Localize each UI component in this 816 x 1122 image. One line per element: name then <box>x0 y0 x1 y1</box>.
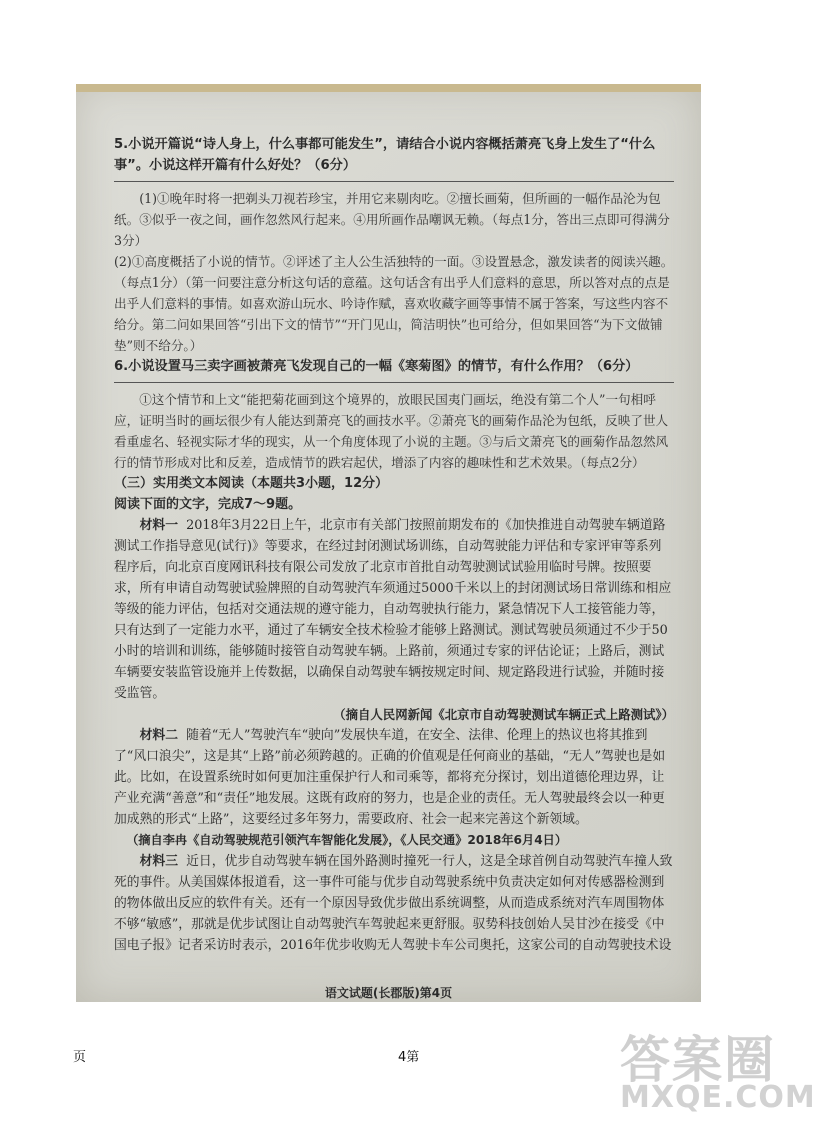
scanned-page-photo <box>76 84 701 1002</box>
q5-answer-2: (2)①高度概括了小说的情节。②评述了主人公生活独特的一面。③设置悬念，激发读者的阅读兴趣。（每点1分）（第一问要注意分析这句话的意蕴。这句话含有出乎人们意料的意思，所以答对点的点是出乎人们意料的事情。如喜欢游山玩水、吟诗作赋，喜欢收藏字画等事情不属于答案，写这些内容不给分。第二问如果回答“引出下文的情节”“开门见山，简洁明快”也可给分，但如果回答“为下文做铺垫”则不给分。） <box>114 254 674 353</box>
material-2 <box>114 725 674 830</box>
logo-en-text: MXQE.COM <box>620 1080 816 1115</box>
answer-line <box>114 382 674 383</box>
faint-watermark: · <box>211 520 273 610</box>
exam-page-footer: 语文试题(长郡版)第4页 <box>324 986 453 1000</box>
question-5: 5.小说开篇说“诗人身上，什么事都可能发生”，请结合小说内容概括萧亮飞身上发生了“什么事”。小说这样开篇有什么好处？（6分） <box>114 137 656 173</box>
question-6: 6.小说设置马三卖字画被萧亮飞发现自己的一幅《寒菊图》的情节，有什么作用？（6分） <box>114 359 639 374</box>
q5-answer-1: (1)①晚年时将一把剃头刀视若珍宝，并用它来剔肉吃。②擅长画菊，但所画的一幅作品沦为包纸。③似乎一夜之间，画作忽然风行起来。④用所画作品嘲讽无赖。（每点1分，答出三点即可得满分3分） <box>114 191 670 248</box>
material-1-source: （摘自人民网新闻《北京市自动驾驶测试车辆正式上路测试》） <box>333 707 674 722</box>
material-3 <box>114 851 674 956</box>
material-1 <box>114 515 674 704</box>
exam-content <box>114 134 674 956</box>
material-3-label: 材料三 <box>139 854 178 869</box>
material-3-text: 近日，优步自动驾驶车辆在国外路测时撞死一行人，这是全球首例自动驾驶汽车撞人致死的事件。从美国媒体报道看，这一事件可能与优步自动驾驶系统中负责决定如何对传感器检测到的物体做出反应的软件有关。还有一个原因导致优步做出系统调整，从而造成系统对汽车周围物体不够“敏感”，那就是优步试图让自动驾驶汽车驾驶起来更舒服。驭势科技创始人吴甘沙在接受《中国电子报》记者采访时表示，2016年优步收购无人驾驶卡车公司奥托，这家公司的自动驾驶技术设 <box>114 854 673 953</box>
page-label-left: 页 <box>73 1050 87 1065</box>
material-1-text: 2018年3月22日上午，北京市有关部门按照前期发布的《加快推进自动驾驶车辆道路测试工作指导意见(试行)》等要求，在经过封闭测试场训练，自动驾驶能力评估和专家评审等系列程序后，向北京百度网讯科技有限公司发放了北京市首批自动驾驶测试试验用临时号牌。按照要求，所有申请自动驾驶试验牌照的自动驾驶汽车须通过5000千米以上的封闭测试场日常训练和相应等级的能力评估，包括对交通法规的遵守能力，自动驾驶执行能力，紧急情况下人工接管能力等，只有达到了一定能力水平，通过了车辆安全技术检验才能够上路测试。测试驾驶员须通过不少于50小时的培训和训练，能够随时接管自动驾驶车辆。上路前，须通过专家的评估论证；上路后，测试车辆要安装监管设施并上传数据，以确保自动驾驶车辆按规定时间、规定路段进行试验，并随时接受监管。 <box>114 518 672 701</box>
photo-top-edge <box>76 84 701 92</box>
material-1-label: 材料一 <box>139 518 178 533</box>
material-2-source: （摘自李冉《自动驾驶规范引领汽车智能化发展》，《人民交通》2018年6月4日） <box>126 833 568 847</box>
page-label-mid: 4第 <box>398 1050 420 1065</box>
material-2-text: 随着“无人”驾驶汽车“驶向”发展快车道，在安全、法律、伦理上的热议也将其推到了“风口浪尖”，这是其“上路”前必须跨越的。正确的价值观是任何商业的基础，“无人”驾驶也是如此。比如，在设置系统时如何更加注重保护行人和司乘等，都将充分探讨，划出道德伦理边界，让产业充满“善意”和“责任”地发展。这既有政府的努力，也是企业的责任。无人驾驶最终会以一种更加成熟的形式“上路”，这要经过多年努力，需要政府、社会一起来完善这个新领域。 <box>114 728 666 827</box>
section-title: （三）实用类文本阅读（本题共3小题，12分） <box>114 476 389 491</box>
logo-cn-text: 答案圈 <box>620 1031 776 1089</box>
site-logo-watermark <box>620 1020 816 1115</box>
q6-answer: ①这个情节和上文“能把菊花画到这个境界的，放眼民国夷门画坛，绝没有第二个人”一句相呼应，证明当时的画坛很少有人能达到萧亮飞的画技水平。②萧亮飞的画菊作品沦为包纸，反映了世人看重虚名、轻视实际才华的现实，从一个角度体现了小说的主题。③与后文萧亮飞的画菊作品忽然风行的情节形成对比和反差，造成情节的跌宕起伏，增添了内容的趣味性和艺术效果。（每点2分） <box>114 392 669 470</box>
section-instruction: 阅读下面的文字，完成7～9题。 <box>114 497 302 512</box>
answer-line <box>114 181 674 182</box>
material-2-label: 材料二 <box>139 728 178 743</box>
